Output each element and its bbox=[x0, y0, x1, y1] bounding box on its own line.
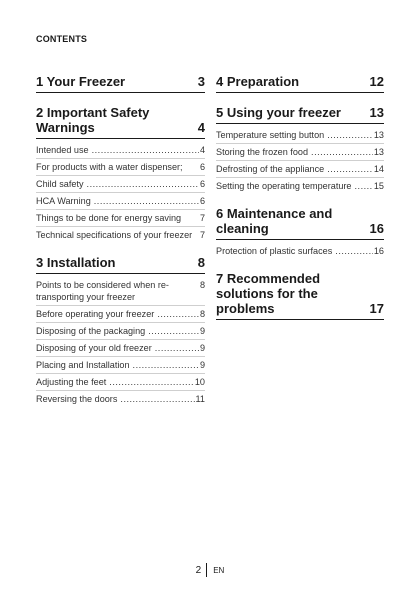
toc-entry[interactable] bbox=[36, 277, 205, 306]
section-page-number: 3 bbox=[197, 74, 205, 89]
toc-section bbox=[216, 206, 384, 259]
toc-entry[interactable] bbox=[36, 357, 205, 374]
entry-page-number: 13 bbox=[373, 130, 384, 140]
entry-title: Temperature setting button ..... bbox=[216, 129, 373, 141]
section-page-number: 8 bbox=[197, 255, 205, 270]
section-page-number: 12 bbox=[369, 74, 384, 89]
section-title: 2 Important Safety Warnings bbox=[36, 105, 150, 135]
toc-section bbox=[216, 74, 384, 93]
entry-page-number: 8 bbox=[199, 309, 205, 319]
entry-page-number: 16 bbox=[373, 246, 384, 256]
entry-title: Storing the frozen food ..... bbox=[216, 146, 373, 158]
section-page-number: 4 bbox=[197, 120, 205, 135]
toc-entry[interactable] bbox=[36, 227, 205, 243]
toc-entry[interactable] bbox=[36, 159, 205, 176]
entry-page-number: 4 bbox=[199, 145, 205, 155]
entry-title: Defrosting of the appliance ..... bbox=[216, 163, 373, 175]
section-heading[interactable] bbox=[216, 105, 384, 124]
entry-page-number: 7 bbox=[199, 213, 205, 223]
toc-section bbox=[216, 105, 384, 194]
entry-title: Things to be done for energy saving bbox=[36, 213, 182, 223]
entry-page-number: 9 bbox=[199, 343, 205, 353]
language-label: EN bbox=[213, 565, 225, 575]
section-heading[interactable] bbox=[216, 206, 384, 240]
toc-entry[interactable] bbox=[36, 374, 205, 391]
entry-title: Intended use ..... bbox=[36, 144, 199, 156]
footer-divider bbox=[206, 563, 207, 577]
section-heading[interactable] bbox=[216, 74, 384, 93]
entry-page-number: 6 bbox=[199, 162, 205, 172]
page-footer bbox=[0, 563, 420, 577]
entry-title: Reversing the doors ..... bbox=[36, 393, 195, 405]
entry-title: Setting the operating temperature ..... bbox=[216, 180, 373, 192]
entry-page-number: 8 bbox=[199, 280, 205, 290]
entry-page-number: 6 bbox=[199, 179, 205, 189]
toc-right-column bbox=[216, 74, 384, 332]
toc-left-column bbox=[36, 74, 205, 419]
toc-entry[interactable] bbox=[36, 210, 205, 227]
entry-title: Child safety ..... bbox=[36, 178, 199, 190]
section-title: 7 Recommended solutions for the problems bbox=[216, 271, 321, 316]
section-page-number: 13 bbox=[369, 105, 384, 120]
section-heading[interactable] bbox=[36, 74, 205, 93]
entry-title: Placing and Installation ..... bbox=[36, 359, 199, 371]
entry-page-number: 6 bbox=[199, 196, 205, 206]
toc-entry[interactable] bbox=[216, 127, 384, 144]
toc-entry[interactable] bbox=[216, 161, 384, 178]
toc-entry[interactable] bbox=[36, 176, 205, 193]
entry-title: Disposing of the packaging ..... bbox=[36, 325, 199, 337]
entry-title: Disposing of your old freezer ..... bbox=[36, 342, 199, 354]
entry-title: Protection of plastic surfaces ..... bbox=[216, 245, 373, 257]
entry-page-number: 11 bbox=[195, 394, 205, 404]
section-page-number: 16 bbox=[369, 221, 384, 236]
entry-page-number: 7 bbox=[199, 230, 205, 240]
section-heading[interactable] bbox=[36, 105, 205, 139]
entry-title: For products with a water dispenser; bbox=[36, 162, 183, 172]
toc-section bbox=[216, 271, 384, 320]
entry-title: Adjusting the feet ..... bbox=[36, 376, 194, 388]
toc-entry[interactable] bbox=[36, 306, 205, 323]
entry-page-number: 14 bbox=[373, 164, 384, 174]
toc-entry[interactable] bbox=[36, 391, 205, 407]
entry-title: Before operating your freezer ..... bbox=[36, 308, 199, 320]
toc-section bbox=[36, 255, 205, 407]
toc-entry[interactable] bbox=[36, 340, 205, 357]
entry-page-number: 10 bbox=[194, 377, 205, 387]
page-number: 2 bbox=[195, 564, 202, 576]
entry-title: Technical specifications of your freezer bbox=[36, 230, 193, 240]
section-title: 4 Preparation bbox=[216, 74, 300, 89]
section-title: 1 Your Freezer bbox=[36, 74, 126, 89]
toc-entry[interactable] bbox=[36, 193, 205, 210]
toc-entry[interactable] bbox=[36, 323, 205, 340]
entry-page-number: 13 bbox=[373, 147, 384, 157]
entry-page-number: 9 bbox=[199, 360, 205, 370]
entry-title: Points to be considered when re-transporting your freezer bbox=[36, 280, 169, 302]
entry-title: HCA Warning ..... bbox=[36, 195, 199, 207]
section-title: 6 Maintenance and cleaning bbox=[216, 206, 333, 236]
section-page-number: 17 bbox=[369, 301, 384, 316]
section-heading[interactable] bbox=[36, 255, 205, 274]
section-title: 3 Installation bbox=[36, 255, 116, 270]
toc-entry[interactable] bbox=[216, 243, 384, 259]
entry-page-number: 15 bbox=[373, 181, 384, 191]
toc-entry[interactable] bbox=[36, 142, 205, 159]
toc-entry[interactable] bbox=[216, 178, 384, 194]
page-title: CONTENTS bbox=[36, 34, 88, 44]
toc-section bbox=[36, 105, 205, 243]
entry-page-number: 9 bbox=[199, 326, 205, 336]
section-title: 5 Using your freezer bbox=[216, 105, 341, 120]
toc-entry[interactable] bbox=[216, 144, 384, 161]
toc-section bbox=[36, 74, 205, 93]
section-heading[interactable] bbox=[216, 271, 384, 320]
